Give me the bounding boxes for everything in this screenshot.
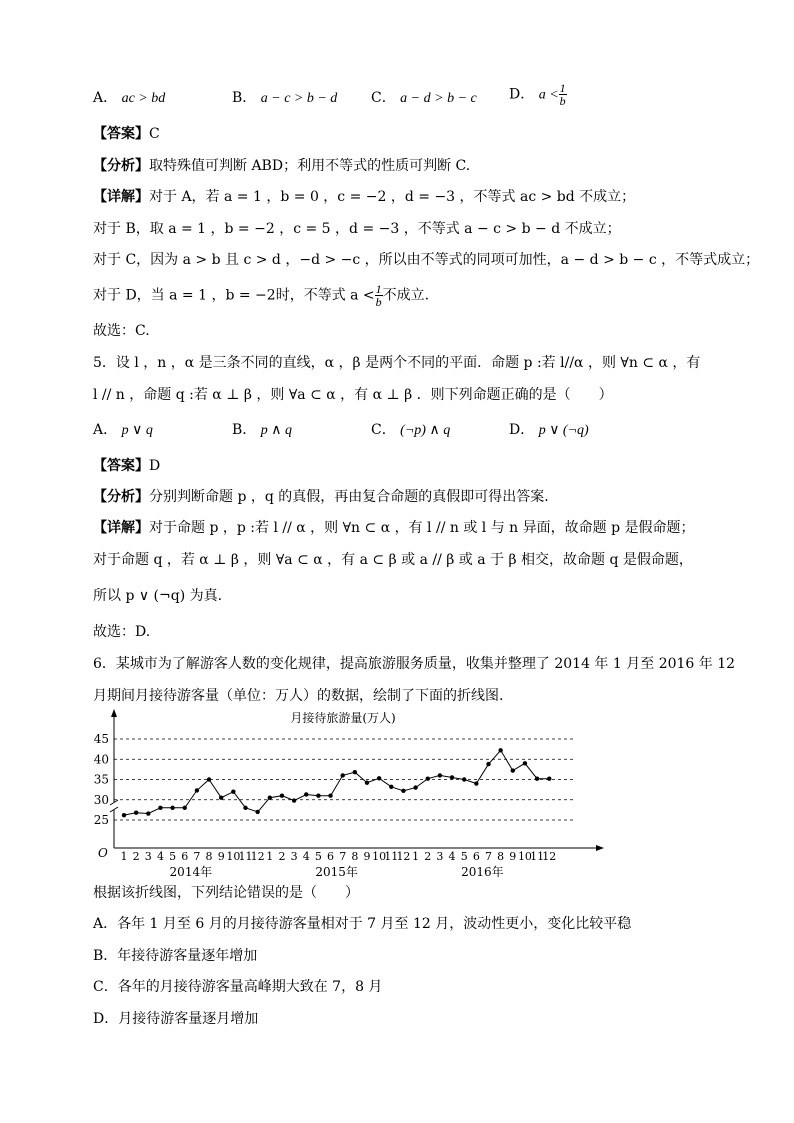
x-tick-label: 11 — [384, 850, 399, 863]
data-point — [243, 806, 247, 810]
x-tick-label: 11 — [530, 850, 545, 863]
y-tick-label-40: 40 — [93, 752, 109, 767]
data-point — [547, 776, 551, 780]
q6-option-a: A．各年 1 月至 6 月的月接待游客量相对于 7 月至 12 月，波动性更小，变化比较平稳 — [93, 916, 632, 932]
x-tick-label: 5 — [314, 850, 322, 863]
data-point — [280, 794, 284, 798]
x-tick-label: 10 — [517, 850, 532, 863]
q4-analysis: 【分析】取特殊值可判断 ABD；利用不等式的性质可判断 C. — [93, 158, 471, 174]
x-tick-label: 2 — [424, 850, 432, 863]
q4-option-d: D． a < $\frac{1}{b}$ — [509, 81, 566, 108]
x-tick-label: 9 — [363, 850, 371, 863]
x-axis-arrow — [596, 845, 604, 851]
data-point — [158, 806, 162, 810]
data-point — [486, 762, 490, 766]
data-point — [195, 788, 199, 792]
data-point — [462, 777, 466, 781]
chart-title: 月接待旅游量(万人) — [290, 711, 396, 725]
q5-analysis: 【分析】分别判断命题 p ，q 的真假，再由复合命题的真假即可得出答案. — [93, 489, 549, 505]
x-tick-label: 8 — [205, 850, 213, 863]
q6-option-c: C．各年的月接待游客量高峰期大致在 7，8 月 — [93, 979, 383, 995]
data-point — [341, 773, 345, 777]
x-tick-label: 3 — [144, 850, 152, 863]
year-label: 2014年 — [169, 865, 213, 879]
q5-detail-3: 所以 p ∨ (¬q) 为真. — [93, 588, 223, 604]
data-point — [498, 748, 502, 752]
x-tick-label: 8 — [497, 850, 505, 863]
q5-option-b: B． p ∧ q — [232, 422, 292, 438]
data-point — [377, 776, 381, 780]
q6-stem-2: 月期间月接待游客量（单位：万人）的数据，绘制了下面的折线图. — [93, 688, 504, 704]
q5-answer: 【答案】D — [93, 458, 161, 474]
x-tick-label: 2 — [132, 850, 140, 863]
y-tick-label-35: 35 — [93, 772, 109, 787]
x-tick-label: 6 — [327, 850, 335, 863]
data-point — [316, 794, 320, 798]
data-point — [304, 792, 308, 796]
year-label: 2016年 — [461, 865, 504, 879]
data-point — [122, 813, 126, 817]
x-tick-label: 4 — [448, 850, 456, 863]
q5-stem-1: 5．设 l ，n ，α 是三条不同的直线，α ，β 是两个不同的平面．命题 p :若 l//α ，则 ∀n ⊂ α ，有 — [93, 355, 701, 371]
data-point — [353, 770, 357, 774]
x-tick-label: 4 — [156, 850, 164, 863]
x-tick-label: 6 — [472, 850, 480, 863]
q4-option-c: C． a − d > b − c — [371, 90, 477, 106]
q6-question: 根据该折线图，下列结论错误的是（ ） — [93, 885, 359, 901]
data-point — [207, 777, 211, 781]
data-point — [268, 796, 272, 800]
x-tick-label: 7 — [193, 850, 201, 863]
x-tick-label: 3 — [290, 850, 298, 863]
q5-detail-2: 对于命题 q ，若 α ⊥ β ，则 ∀a ⊂ α ，有 a ⊂ β 或 a // β 或 a 于 β 相交，故命题 q 是假命题， — [93, 552, 693, 568]
y-tick-label-30: 30 — [93, 792, 109, 807]
q4-option-b: B． a − c > b − d — [232, 90, 338, 106]
data-point — [183, 806, 187, 810]
x-tick-label: 7 — [485, 850, 492, 863]
q4-detail-1: 【详解】对于 A，若 a = 1 ，b = 0 ，c = −2 ，d = −3 ，不等式 ac > bd 不成立； — [93, 189, 636, 205]
x-tick-label: 1 — [266, 850, 274, 863]
fraction: $\frac{1}{b}$ — [375, 282, 382, 309]
x-tick-label: 5 — [169, 850, 177, 863]
q4-detail-4: 对于 D，当 a = 1 ，b = −2时，不等式 a < $\frac{1}{b}$ 不成立. — [93, 282, 430, 309]
x-tick-label: 11 — [238, 850, 253, 863]
data-point — [401, 789, 405, 793]
tourism-line-chart — [88, 708, 608, 880]
data-point — [219, 796, 223, 800]
q4-detail-2: 对于 B，取 a = 1 ，b = −2 ，c = 5 ，d = −3 ，不等式 a − c > b − d 不成立； — [93, 221, 621, 237]
data-point — [389, 785, 393, 789]
q4-answer: 【答案】C — [93, 126, 160, 142]
q6-stem-1: 6．某城市为了解游客人数的变化规律，提高旅游服务质量，收集并整理了 2014 年 1 月至 2016 年 12 — [93, 656, 736, 672]
y-axis-arrow — [111, 709, 117, 717]
data-point — [146, 811, 150, 815]
q5-conclusion: 故选：D. — [93, 624, 151, 640]
x-tick-label: 12 — [396, 850, 411, 863]
x-tick-label: 4 — [302, 850, 310, 863]
x-tick-label: 1 — [120, 850, 128, 863]
fraction: $\frac{1}{b}$ — [559, 81, 566, 108]
data-point — [413, 785, 417, 789]
data-point — [170, 806, 174, 810]
x-tick-label: 5 — [460, 850, 468, 863]
origin-label: O — [98, 846, 108, 860]
x-tick-label: 8 — [351, 850, 359, 863]
data-point — [438, 773, 442, 777]
x-tick-label: 10 — [372, 850, 387, 863]
data-point — [535, 776, 539, 780]
data-point — [365, 781, 369, 785]
data-point — [255, 810, 259, 814]
x-tick-label: 12 — [250, 850, 265, 863]
q6-option-d: D．月接待游客量逐月增加 — [93, 1011, 259, 1027]
x-tick-label: 9 — [217, 850, 225, 863]
data-point — [292, 798, 296, 802]
data-point — [450, 775, 454, 779]
x-tick-label: 9 — [509, 850, 517, 863]
q5-option-c: C． (¬p) ∧ q — [371, 422, 451, 438]
q4-detail-3: 对于 C，因为 a > b 且 c > d ，−d > −c ，所以由不等式的同项可加性，a − d > b − c ，不等式成立； — [93, 252, 760, 268]
data-point — [511, 768, 515, 772]
data-point — [426, 776, 430, 780]
q5-detail-1: 【详解】对于命题 p ，p :若 l // α ，则 ∀n ⊂ α ，有 l // n 或 l 与 n 异面，故命题 p 是假命题； — [93, 520, 695, 536]
q5-option-a: A． p ∨ q — [93, 422, 153, 438]
x-tick-label: 2 — [278, 850, 286, 863]
data-point — [523, 761, 527, 765]
q4-conclusion: 故选：C. — [93, 323, 150, 339]
q6-option-b: B．年接待游客量逐年增加 — [93, 948, 258, 964]
y-tick-label-25: 25 — [93, 813, 109, 827]
x-tick-label: 10 — [226, 850, 241, 863]
data-point — [231, 789, 235, 793]
y-tick-label-45: 45 — [93, 732, 109, 746]
x-tick-label: 12 — [542, 850, 557, 863]
q5-option-d: D． p ∨ (¬q) — [509, 422, 589, 438]
year-label: 2015年 — [315, 865, 358, 879]
x-tick-label: 3 — [436, 850, 444, 863]
data-point — [134, 811, 138, 815]
x-tick-label: 6 — [181, 850, 189, 863]
x-tick-label: 1 — [412, 850, 420, 863]
series-line — [124, 750, 549, 815]
q4-option-a: A． ac > bd — [93, 90, 166, 106]
q5-stem-2: l // n ，命题 q :若 α ⊥ β ，则 ∀a ⊂ α ，有 α ⊥ β ．则下列命题正确的是（ ） — [93, 387, 613, 403]
data-point — [328, 794, 332, 798]
data-point — [474, 781, 478, 785]
x-tick-label: 7 — [339, 850, 347, 863]
